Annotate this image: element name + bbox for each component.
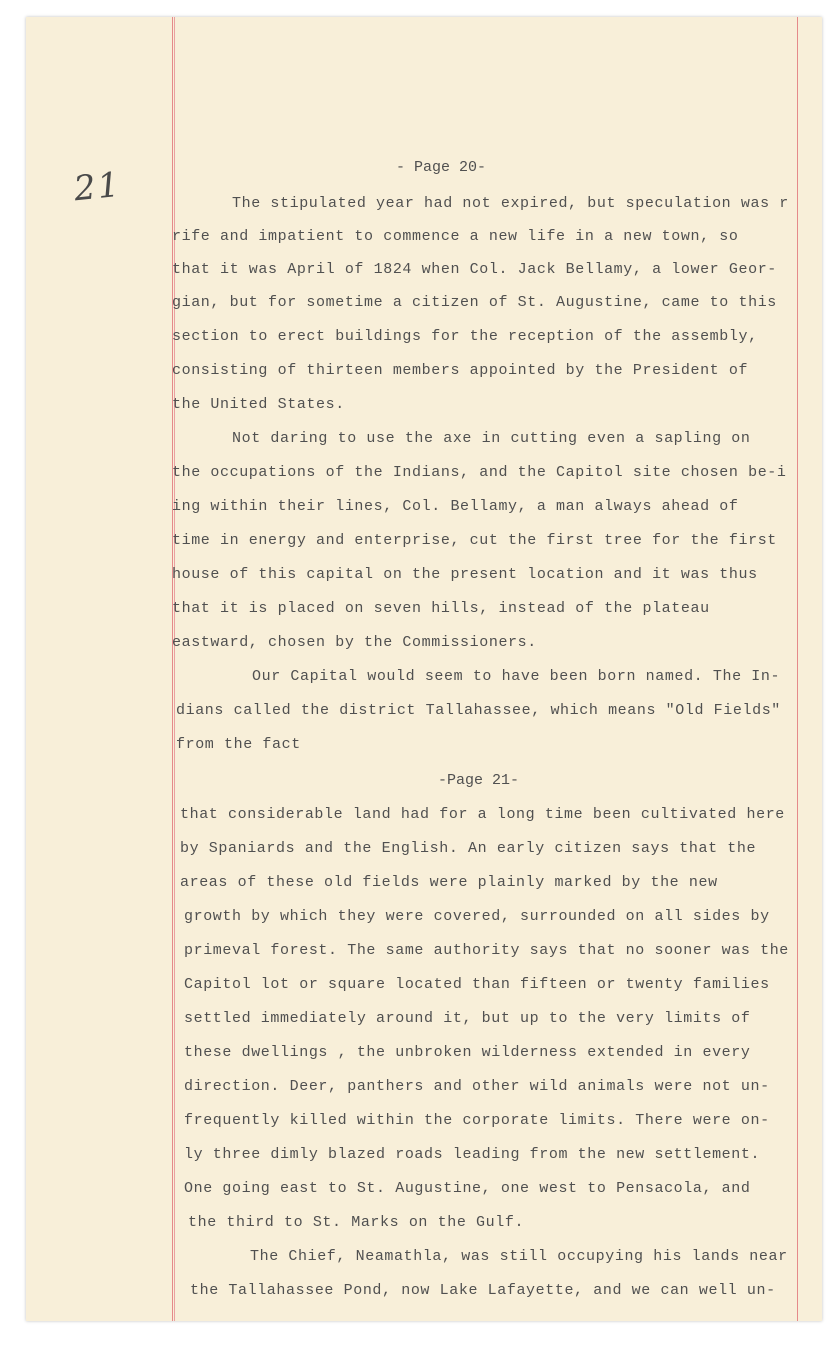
text-line: from the fact [176,736,301,753]
text-line: the Tallahassee Pond, now Lake Lafayette, and we can well un- [190,1282,776,1299]
left-margin-rule-secondary [174,17,175,1321]
text-line: that considerable land had for a long time been cultivated here [180,806,785,823]
text-line: dians called the district Tallahassee, which means "Old Fields" [176,702,781,719]
text-line: that it is placed on seven hills, instead of the plateau [172,600,710,617]
text-line: frequently killed within the corporate limits. There were on- [184,1112,770,1129]
page-21-heading: -Page 21- [438,772,520,789]
text-line: the occupations of the Indians, and the Capitol site chosen be-i [172,464,787,481]
text-line: Our Capital would seem to have been born named. The In- [252,668,781,685]
text-line: Not daring to use the axe in cutting even a sapling on [232,430,751,447]
text-line: The Chief, Neamathla, was still occupying his lands near [250,1248,788,1265]
text-line: ing within their lines, Col. Bellamy, a man always ahead of [172,498,739,515]
text-line: areas of these old fields were plainly marked by the new [180,874,718,891]
right-margin-rule [797,17,798,1321]
text-line: Capitol lot or square located than fifteen or twenty families [184,976,770,993]
document-page [26,17,822,1321]
text-line: One going east to St. Augustine, one west to Pensacola, and [184,1180,751,1197]
text-line: settled immediately around it, but up to the very limits of [184,1010,751,1027]
text-line: direction. Deer, panthers and other wild animals were not un- [184,1078,770,1095]
text-line: consisting of thirteen members appointed by the President of [172,362,749,379]
text-line: gian, but for sometime a citizen of St. Augustine, came to this [172,294,777,311]
text-line: The stipulated year had not expired, but speculation was r [232,195,789,212]
text-line: the United States. [172,396,345,413]
text-line: rife and impatient to commence a new life in a new town, so [172,228,739,245]
page-20-heading: - Page 20- [396,159,487,176]
text-line: that it was April of 1824 when Col. Jack Bellamy, a lower Geor- [172,261,777,278]
text-line: house of this capital on the present location and it was thus [172,566,758,583]
text-line: ly three dimly blazed roads leading from the new settlement. [184,1146,761,1163]
text-line: eastward, chosen by the Commissioners. [172,634,537,651]
text-line: primeval forest. The same authority says that no sooner was the [184,942,789,959]
text-line: the third to St. Marks on the Gulf. [188,1214,525,1231]
handwritten-page-number: 21 [72,164,124,210]
text-line: growth by which they were covered, surrounded on all sides by [184,908,770,925]
text-line: by Spaniards and the English. An early citizen says that the [180,840,757,857]
text-line: section to erect buildings for the reception of the assembly, [172,328,758,345]
text-line: time in energy and enterprise, cut the first tree for the first [172,532,777,549]
text-line: these dwellings , the unbroken wilderness extended in every [184,1044,751,1061]
left-margin-rule [172,17,173,1321]
